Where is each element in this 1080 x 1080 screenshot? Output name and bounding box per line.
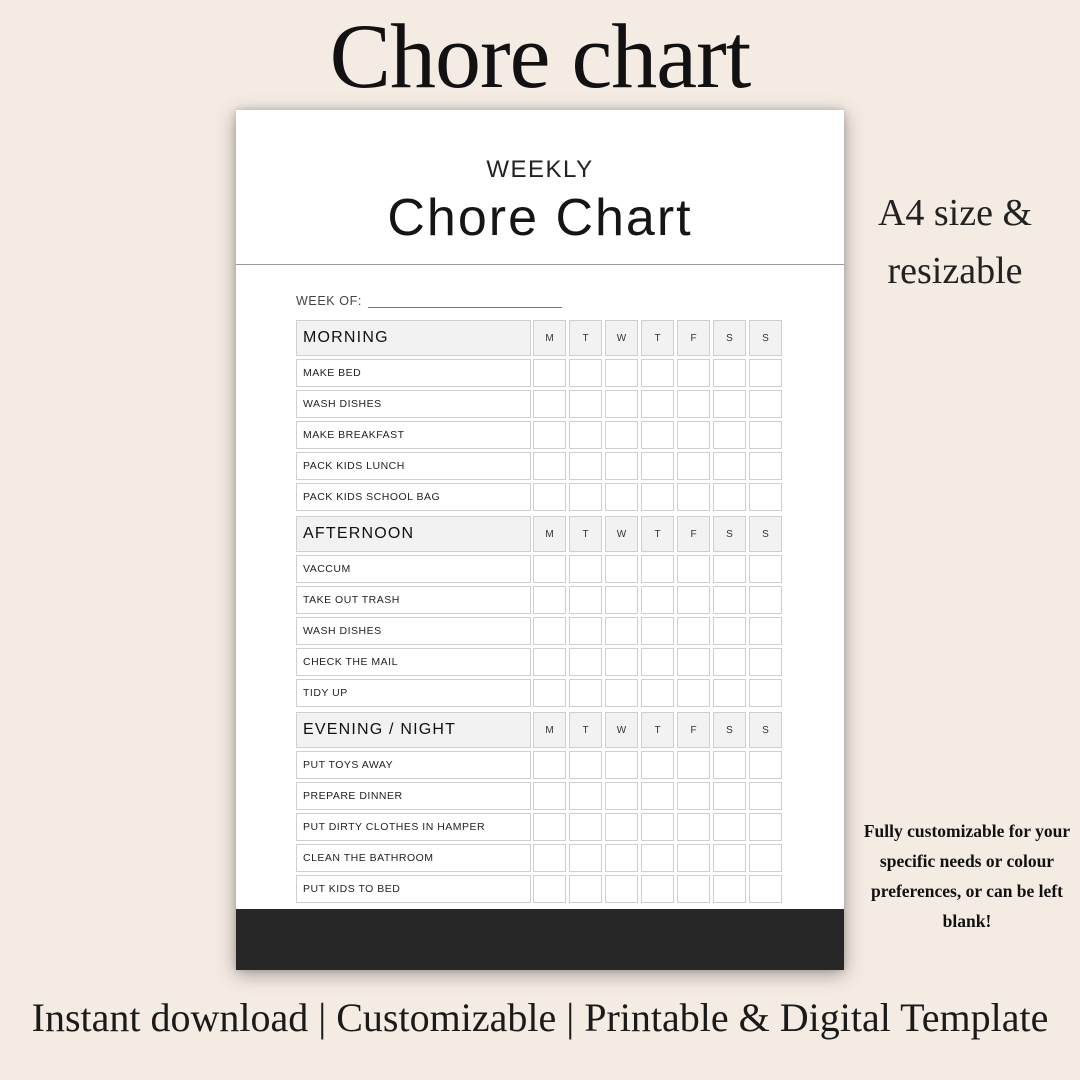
checkbox-cell[interactable] — [749, 586, 782, 614]
chore-label: PREPARE DINNER — [296, 782, 531, 810]
day-header: S — [749, 320, 782, 356]
chore-row — [296, 421, 786, 449]
checkbox-cell[interactable] — [749, 359, 782, 387]
checkbox-cell[interactable] — [605, 751, 638, 779]
checkbox-cell[interactable] — [749, 555, 782, 583]
checkbox-cell[interactable] — [641, 452, 674, 480]
chore-label: WASH DISHES — [296, 617, 531, 645]
checkbox-cell[interactable] — [749, 452, 782, 480]
checkbox-cell[interactable] — [605, 782, 638, 810]
checkbox-cell[interactable] — [533, 555, 566, 583]
checkbox-cell[interactable] — [533, 751, 566, 779]
checkbox-cell[interactable] — [641, 813, 674, 841]
checkbox-cell[interactable] — [713, 844, 746, 872]
checkbox-cell[interactable] — [749, 617, 782, 645]
checkbox-cell[interactable] — [641, 782, 674, 810]
chore-label: MAKE BED — [296, 359, 531, 387]
checkbox-cell[interactable] — [569, 555, 602, 583]
checkbox-cell[interactable] — [605, 844, 638, 872]
chore-label: CHECK THE MAIL — [296, 648, 531, 676]
checkbox-cell[interactable] — [641, 555, 674, 583]
chore-label: PUT TOYS AWAY — [296, 751, 531, 779]
checkbox-cell[interactable] — [569, 452, 602, 480]
checkbox-cell[interactable] — [677, 782, 710, 810]
chore-row — [296, 555, 786, 583]
section-header-row — [296, 516, 786, 552]
checkbox-cell[interactable] — [533, 679, 566, 707]
day-header: T — [641, 712, 674, 748]
checkbox-cell[interactable] — [713, 751, 746, 779]
chore-row — [296, 483, 786, 511]
day-header: T — [569, 320, 602, 356]
checkbox-cell[interactable] — [533, 617, 566, 645]
checkbox-cell[interactable] — [713, 782, 746, 810]
section-morning — [296, 320, 786, 514]
day-header: F — [677, 516, 710, 552]
checkbox-cell[interactable] — [749, 483, 782, 511]
checkbox-cell[interactable] — [641, 586, 674, 614]
checkbox-cell[interactable] — [533, 875, 566, 903]
day-header: S — [713, 320, 746, 356]
checkbox-cell[interactable] — [605, 586, 638, 614]
checkbox-cell[interactable] — [533, 648, 566, 676]
checkbox-cell[interactable] — [605, 421, 638, 449]
section-evening — [296, 712, 786, 906]
checkbox-cell[interactable] — [641, 875, 674, 903]
checkbox-cell[interactable] — [677, 390, 710, 418]
sheet-footer-bar — [236, 909, 844, 970]
chore-label: VACCUM — [296, 555, 531, 583]
checkbox-cell[interactable] — [677, 452, 710, 480]
checkbox-cell[interactable] — [605, 390, 638, 418]
checkbox-cell[interactable] — [713, 421, 746, 449]
chore-row — [296, 751, 786, 779]
day-header: M — [533, 516, 566, 552]
checkbox-cell[interactable] — [641, 390, 674, 418]
checkbox-cell[interactable] — [533, 483, 566, 511]
chore-label: PUT KIDS TO BED — [296, 875, 531, 903]
chore-label: PACK KIDS LUNCH — [296, 452, 531, 480]
checkbox-cell[interactable] — [605, 875, 638, 903]
checkbox-cell[interactable] — [677, 875, 710, 903]
checkbox-cell[interactable] — [749, 844, 782, 872]
checkbox-cell[interactable] — [713, 452, 746, 480]
chore-row — [296, 813, 786, 841]
checkbox-cell[interactable] — [605, 483, 638, 511]
checkbox-cell[interactable] — [569, 875, 602, 903]
checkbox-cell[interactable] — [713, 648, 746, 676]
checkbox-cell[interactable] — [605, 617, 638, 645]
day-header: T — [641, 320, 674, 356]
day-header: M — [533, 320, 566, 356]
checkbox-cell[interactable] — [713, 483, 746, 511]
day-header: F — [677, 712, 710, 748]
checkbox-cell[interactable] — [677, 679, 710, 707]
checkbox-cell[interactable] — [569, 359, 602, 387]
chore-row — [296, 844, 786, 872]
checkbox-cell[interactable] — [533, 844, 566, 872]
section-title: AFTERNOON — [296, 516, 531, 552]
checkbox-cell[interactable] — [677, 617, 710, 645]
week-of-field — [296, 294, 562, 308]
checkbox-cell[interactable] — [641, 483, 674, 511]
checkbox-cell[interactable] — [569, 679, 602, 707]
checkbox-cell[interactable] — [749, 648, 782, 676]
chore-row — [296, 782, 786, 810]
checkbox-cell[interactable] — [569, 782, 602, 810]
checkbox-cell[interactable] — [677, 483, 710, 511]
checkbox-cell[interactable] — [677, 586, 710, 614]
day-header: T — [569, 712, 602, 748]
section-title: MORNING — [296, 320, 531, 356]
checkbox-cell[interactable] — [533, 359, 566, 387]
checkbox-cell[interactable] — [749, 751, 782, 779]
checkbox-cell[interactable] — [533, 586, 566, 614]
chore-label: PACK KIDS SCHOOL BAG — [296, 483, 531, 511]
checkbox-cell[interactable] — [533, 452, 566, 480]
checkbox-cell[interactable] — [677, 751, 710, 779]
chore-label: TAKE OUT TRASH — [296, 586, 531, 614]
checkbox-cell[interactable] — [569, 751, 602, 779]
checkbox-cell[interactable] — [641, 648, 674, 676]
day-header: M — [533, 712, 566, 748]
day-header: W — [605, 712, 638, 748]
chore-row — [296, 586, 786, 614]
checkbox-cell[interactable] — [749, 782, 782, 810]
chore-row — [296, 359, 786, 387]
chore-row — [296, 617, 786, 645]
sheet-kicker: WEEKLY — [486, 156, 594, 183]
checkbox-cell[interactable] — [569, 483, 602, 511]
checkbox-cell[interactable] — [713, 390, 746, 418]
checkbox-cell[interactable] — [677, 844, 710, 872]
checkbox-cell[interactable] — [533, 813, 566, 841]
day-header: F — [677, 320, 710, 356]
chore-label: CLEAN THE BATHROOM — [296, 844, 531, 872]
checkbox-cell[interactable] — [677, 813, 710, 841]
day-header: T — [569, 516, 602, 552]
sheet-header — [236, 110, 844, 265]
bottom-banner: Instant download | Customizable | Printable & Digital Template — [31, 995, 1049, 1040]
checkbox-cell[interactable] — [641, 751, 674, 779]
chore-label: PUT DIRTY CLOTHES IN HAMPER — [296, 813, 531, 841]
checkbox-cell[interactable] — [569, 844, 602, 872]
section-title: EVENING / NIGHT — [296, 712, 531, 748]
checkbox-cell[interactable] — [677, 648, 710, 676]
chore-label: TIDY UP — [296, 679, 531, 707]
checkbox-cell[interactable] — [749, 421, 782, 449]
checkbox-cell[interactable] — [677, 421, 710, 449]
checkbox-cell[interactable] — [533, 421, 566, 449]
checkbox-cell[interactable] — [641, 421, 674, 449]
checkbox-cell[interactable] — [713, 359, 746, 387]
checkbox-cell[interactable] — [713, 679, 746, 707]
checkbox-cell[interactable] — [641, 679, 674, 707]
chore-row — [296, 390, 786, 418]
chore-label: WASH DISHES — [296, 390, 531, 418]
checkbox-cell[interactable] — [749, 390, 782, 418]
checkbox-cell[interactable] — [713, 586, 746, 614]
checkbox-cell[interactable] — [713, 617, 746, 645]
chore-label: MAKE BREAKFAST — [296, 421, 531, 449]
checkbox-cell[interactable] — [749, 813, 782, 841]
chore-row — [296, 452, 786, 480]
checkbox-cell[interactable] — [605, 359, 638, 387]
chore-row — [296, 648, 786, 676]
checkbox-cell[interactable] — [677, 555, 710, 583]
checkbox-cell[interactable] — [569, 421, 602, 449]
checkbox-cell[interactable] — [569, 390, 602, 418]
checkbox-cell[interactable] — [533, 782, 566, 810]
checkbox-cell[interactable] — [641, 617, 674, 645]
checkbox-cell[interactable] — [569, 648, 602, 676]
section-header-row — [296, 712, 786, 748]
day-header: S — [749, 516, 782, 552]
checkbox-cell[interactable] — [713, 555, 746, 583]
checkbox-cell[interactable] — [533, 390, 566, 418]
checkbox-cell[interactable] — [569, 586, 602, 614]
checkbox-cell[interactable] — [569, 813, 602, 841]
customizable-note: Fully customizable for your specific needs or colour preferences, or can be left blank! — [863, 821, 1071, 931]
checkbox-cell[interactable] — [749, 679, 782, 707]
week-of-line — [368, 295, 562, 308]
checkbox-cell[interactable] — [569, 617, 602, 645]
size-note: A4 size & resizable — [877, 192, 1033, 292]
checkbox-cell[interactable] — [713, 875, 746, 903]
week-of-label: WEEK OF: — [296, 294, 362, 308]
checkbox-cell[interactable] — [677, 359, 710, 387]
checkbox-cell[interactable] — [641, 844, 674, 872]
checkbox-cell[interactable] — [749, 875, 782, 903]
day-header: S — [713, 712, 746, 748]
sheet-title: Chore Chart — [387, 189, 693, 247]
checkbox-cell[interactable] — [605, 813, 638, 841]
day-header: W — [605, 516, 638, 552]
day-header: S — [713, 516, 746, 552]
chore-chart-sheet — [236, 110, 844, 970]
checkbox-cell[interactable] — [641, 359, 674, 387]
chore-row — [296, 875, 786, 903]
checkbox-cell[interactable] — [605, 648, 638, 676]
checkbox-cell[interactable] — [713, 813, 746, 841]
section-header-row — [296, 320, 786, 356]
checkbox-cell[interactable] — [605, 555, 638, 583]
day-header: T — [641, 516, 674, 552]
day-header: W — [605, 320, 638, 356]
chore-row — [296, 679, 786, 707]
promo-title: Chore chart — [329, 5, 751, 107]
day-header: S — [749, 712, 782, 748]
checkbox-cell[interactable] — [605, 452, 638, 480]
section-afternoon — [296, 516, 786, 710]
checkbox-cell[interactable] — [605, 679, 638, 707]
